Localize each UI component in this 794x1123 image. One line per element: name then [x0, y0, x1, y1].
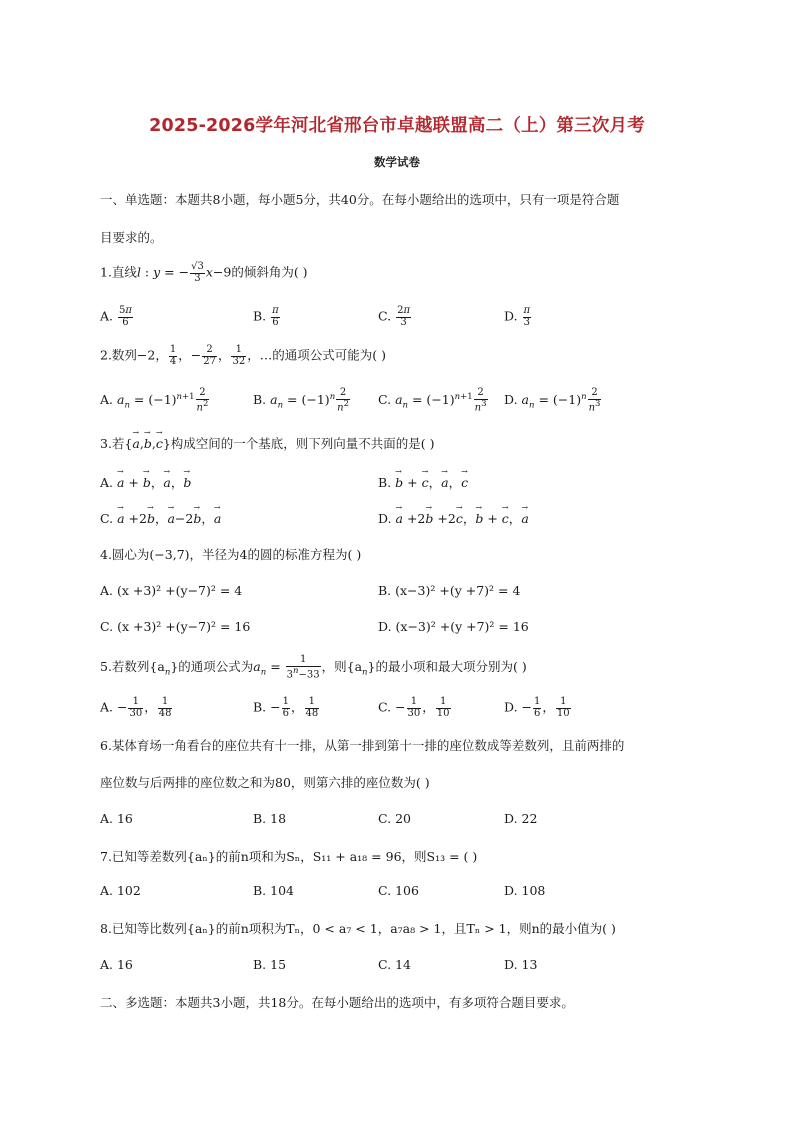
- question-3-stem: 3.若{→ a,→ b,→ c}构成空间的一个基底，则下列向量不共面的是( ): [100, 434, 435, 452]
- question-8-option-a: A. 16: [100, 957, 133, 972]
- question-2-option-c: C. $a_n = (-1)^{n+1}$ $\frac{2}{n^3}$: [378, 387, 487, 413]
- question-3-option-d: D. → a +2→ b +2→ c，→ b + → c，→ a: [378, 509, 529, 527]
- question-1-prefix: 1.直线: [100, 264, 137, 280]
- question-4-option-d: D. (x−3)² +(y +7)² = 16: [378, 619, 529, 634]
- question-3-option-b: B. → b + → c，→ a，→ c: [378, 473, 468, 491]
- question-7-option-d: D. 108: [504, 883, 546, 898]
- question-4-option-c: C. (x +3)² +(y−7)² = 16: [100, 619, 251, 634]
- question-7-stem: 7.已知等差数列{aₙ}的前n项和为Sₙ，S₁₁ + a₁₈ = 96，则S₁₃ = ( ): [100, 849, 478, 864]
- question-3-option-a: A. → a + → b，→ a，→ b: [100, 473, 191, 491]
- question-5-stem: 5.若数列$\{a_n\}$的通项公式为$a_n$ = $\frac{1}{3^n-33}$ ，则$\{a_n\}$的最小项和最大项分别为( ): [100, 654, 527, 680]
- question-2-option-a: A. $a_n = (-1)^{n+1}$ $\frac{2}{n^2}$: [100, 387, 209, 413]
- question-4-stem: 4.圆心为(−3,7)，半径为4的圆的标准方程为( ): [100, 547, 362, 562]
- section2-instructions: 二、多选题：本题共3小题，共18分。在每小题给出的选项中，有多项符合题目要求。: [100, 995, 574, 1010]
- question-2-option-b: B. $a_n = (-1)^n$ $\frac{2}{n^2}$: [253, 387, 350, 413]
- question-1-option-b: B. $\frac{\pi}{6}$: [253, 305, 279, 328]
- question-7-option-b: B. 104: [253, 883, 294, 898]
- question-5-option-c: C. − $\frac{1}{30}$ ， $\frac{1}{10}$: [378, 696, 450, 719]
- question-6-stem-line2: 座位数与后两排的座位数之和为80，则第六排的座位数为( ): [100, 775, 430, 790]
- question-5-option-a: A. − $\frac{1}{30}$ ， $\frac{1}{48}$: [100, 696, 172, 719]
- question-1-option-d: D. $\frac{\pi}{3}$: [504, 305, 531, 328]
- question-3-option-c: C. → a +2→ b，→ a−2→ b，→ a: [100, 509, 221, 527]
- question-4-option-a: A. (x +3)² +(y−7)² = 4: [100, 583, 243, 598]
- question-8-option-d: D. 13: [504, 957, 538, 972]
- exam-title: 2025-2026学年河北省邢台市卓越联盟高二（上）第三次月考: [149, 116, 645, 136]
- question-1-option-c: C. $\frac{2\pi}{3}$: [378, 305, 411, 328]
- question-1-stem: 1.直线l : y = − $\frac{√3}{3}$ x−9的倾斜角为( ): [100, 261, 308, 284]
- question-5-option-d: D. − $\frac{1}{6}$ ， $\frac{1}{10}$: [504, 696, 570, 719]
- question-6-option-a: A. 16: [100, 811, 133, 826]
- question-6-stem-line1: 6.某体育场一角看台的座位共有十一排，从第一排到第十一排的座位数成等差数列，且前两排的: [100, 738, 625, 753]
- question-6-option-c: C. 20: [378, 811, 411, 826]
- question-1-suffix: 的倾斜角为( ): [231, 264, 308, 280]
- question-5-option-b: B. − $\frac{1}{6}$ ， $\frac{1}{48}$: [253, 696, 319, 719]
- question-7-option-c: C. 106: [378, 883, 419, 898]
- question-6-option-d: D. 22: [504, 811, 538, 826]
- question-8-stem: 8.已知等比数列{aₙ}的前n项积为Tₙ，0 < a₇ < 1，a₇a₈ > 1，且Tₙ > 1，则n的最小值为( ): [100, 921, 616, 936]
- question-2-option-d: D. $a_n = (-1)^n$ $\frac{2}{n^3}$: [504, 387, 601, 413]
- section1-instructions-line2: 目要求的。: [100, 230, 163, 245]
- question-2-stem: 2.数列−2， $\frac{1}{4}$ ，− $\frac{2}{27}$ ， $\frac{1}{32}$ ，…的通项公式可能为( ): [100, 344, 386, 367]
- exam-subtitle: 数学试卷: [374, 155, 420, 169]
- question-8-option-c: C. 14: [378, 957, 411, 972]
- question-4-option-b: B. (x−3)² +(y +7)² = 4: [378, 583, 521, 598]
- question-8-option-b: B. 15: [253, 957, 287, 972]
- question-6-option-b: B. 18: [253, 811, 287, 826]
- section1-instructions-line1: 一、单选题：本题共8小题，每小题5分，共40分。在每小题给出的选项中，只有一项是符合题: [100, 192, 620, 207]
- question-1-option-a: A. $\frac{5\pi}{6}$: [100, 305, 132, 328]
- question-7-option-a: A. 102: [100, 883, 141, 898]
